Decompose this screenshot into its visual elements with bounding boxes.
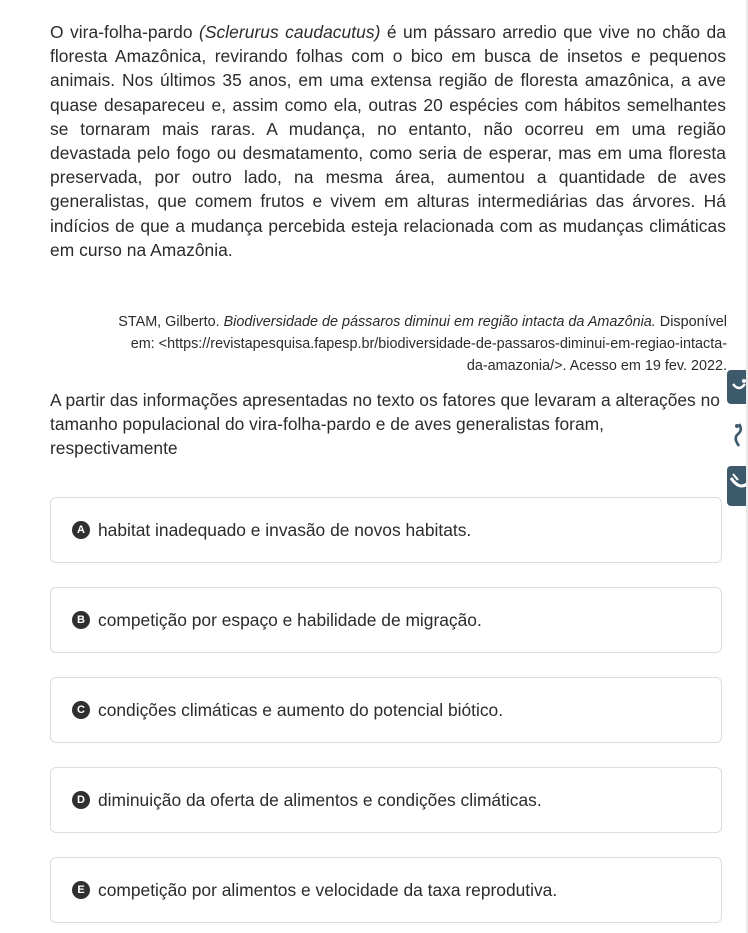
citation-author: STAM, Gilberto.	[118, 314, 224, 330]
accessibility-icon-1[interactable]	[727, 370, 748, 404]
passage-text	[50, 20, 726, 262]
option-e[interactable]	[50, 857, 722, 923]
question-text: A partir das informações apresentadas no texto os fatores que levaram a alterações no tamanho populacional do vira-folha-pardo e de aves generalistas foram, respectivamente	[50, 390, 720, 458]
option-text: diminuição da oferta de alimentos e condições climáticas.	[98, 789, 542, 810]
hands-icon	[727, 466, 748, 506]
citation-title: Biodiversidade de pássaros diminui em região intacta da Amazônia.	[223, 314, 656, 330]
option-a[interactable]	[50, 497, 722, 563]
option-letter: A	[72, 521, 90, 539]
wave-icon	[727, 370, 748, 404]
option-text: competição por alimentos e velocidade da taxa reprodutiva.	[98, 879, 558, 900]
option-text: habitat inadequado e invasão de novos habitats.	[98, 519, 472, 540]
accessibility-icon-3[interactable]	[727, 466, 748, 506]
option-c[interactable]	[50, 677, 722, 743]
option-d[interactable]	[50, 767, 722, 833]
option-text: competição por espaço e habilidade de migração.	[98, 609, 482, 630]
option-letter: D	[72, 791, 90, 809]
citation	[50, 311, 727, 377]
species-name: (Sclerurus caudacutus)	[199, 22, 381, 42]
option-letter: B	[72, 611, 90, 629]
citation-available: Disponível	[655, 314, 727, 330]
option-letter: E	[72, 881, 90, 899]
hand-icon	[727, 418, 748, 452]
option-b[interactable]	[50, 587, 722, 653]
passage-part1: O vira-folha-pardo	[50, 22, 200, 42]
accessibility-icon-2[interactable]	[727, 418, 748, 452]
option-letter: C	[72, 701, 90, 719]
citation-line-1	[50, 311, 727, 333]
citation-line-2: em: <https://revistapesquisa.fapesp.br/biodiversidade-de-passaros-diminui-em-regiao-intacta-	[130, 336, 727, 352]
citation-line-3: da-amazonia/>. Acesso em 19 fev. 2022.	[466, 358, 727, 374]
option-text: condições climáticas e aumento do potencial biótico.	[98, 699, 504, 720]
side-toolbar	[727, 370, 748, 506]
passage-part2: é um pássaro arredio que vive no chão da floresta Amazônica, revirando folhas com o bico em busca de insetos e pequenos animais. Nos últimos 35 anos, em uma extensa região de floresta amazônica, a ave quase desapareceu e, assim como ela, outras 20 espécies com hábitos semelhantes se tornaram mais raras. A mudança, no entanto, não ocorreu em uma região devastada pelo fogo ou desmatamento, como seria de esperar, mas em uma floresta preservada, por outro lado, na mesma área, aumentou a quantidade de aves generalistas, que comem frutos e vivem em alturas intermediárias das árvores. Há indícios de que a mudança percebida esteja relacionada com as mudanças climáticas em curso na Amazônia.	[50, 22, 726, 260]
